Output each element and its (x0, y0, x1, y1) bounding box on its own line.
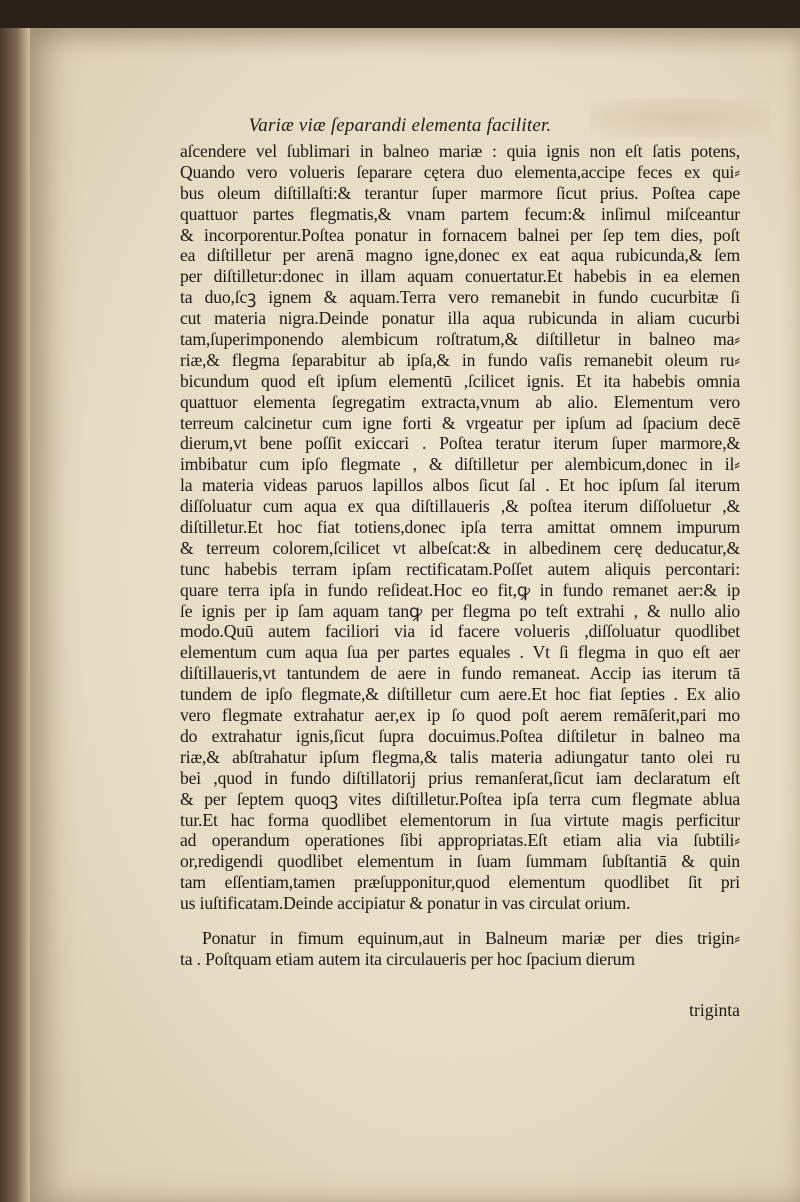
running-header: Variæ viæ ſeparandi elementa faciliter. (248, 115, 552, 136)
text-line: diſſoluatur cum aqua ex qua diſtillaueris ,& poſtea iterum diſſoluetur ,& (180, 496, 740, 517)
text-line: ſe ignis per ip ſam aquam tanꝙ per flegma po teſt extrahi , & nullo alio (180, 600, 740, 621)
text-line: Quando vero volueris ſeparare cętera duo elementa,accipe feces ex qui⸗ (180, 161, 740, 182)
text-line: & incorporentur.Poſtea ponatur in fornacem balnei per ſep tem dies, poſt (180, 224, 740, 245)
text-line: ta duo,ſcꝫ ignem & aquam.Terra vero remanebit in fundo cucurbitæ ſi (180, 287, 740, 308)
text-line: & per ſeptem quoqꝫ vites diſtilletur.Poſtea ipſa terra cum flegmate ablua (180, 788, 740, 809)
text-line: vero flegmate extrahatur aer,ex ip ſo quod poſt aerem remāſerit,pari mo (180, 705, 740, 726)
text-line: terreum calcinetur cum igne forti & vrgeatur per ipſum ad ſpacium decē (180, 412, 740, 433)
text-line: cut materia nigra.Deinde ponatur illa aqua rubicunda in aliam cucurbi (180, 308, 740, 329)
text-line: bus oleum diſtillaſti:& terantur ſuper marmore ſicut prius. Poſtea cape (180, 182, 740, 203)
page-body (180, 141, 740, 970)
text-line: riæ,& abſtrahatur ipſum flegma,& talis materia adiungatur tanto olei ru (180, 746, 740, 767)
text-line: quare terra ipſa in fundo reſideat.Hoc eo fit,ꝙ in fundo remanet aer:& ip (180, 579, 740, 600)
text-line: ad operandum operationes ſibi appropriatas.Eſt etiam alia via ſubtili⸗ (180, 830, 740, 851)
text-line: aſcendere vel ſublimari in balneo mariæ : quia ignis non eſt ſatis potens, (180, 141, 740, 161)
catchword: triginta (689, 1000, 740, 1020)
text-line: quattuor elementa ſegregatim extracta,vnum ab alio. Elementum vero (180, 391, 740, 412)
text-line: tam,ſuperimponendo alembicum roſtratum,& diſtilletur in balneo ma⸗ (180, 329, 740, 350)
text-line: quattuor partes flegmatis,& vnam partem fecum:& inſimul miſceantur (180, 203, 740, 224)
text-line: dierum,vt bene poſſit exiccari . Poſtea teratur iterum ſuper marmore,& (180, 433, 740, 454)
text-line: & terreum colorem,ſcilicet vt albeſcat:& in albedinem cerę deducatur,& (180, 537, 740, 558)
text-line: imbibatur cum ipſo flegmate , & diſtilletur per alembicum,donec in il⸗ (180, 454, 740, 475)
paragraph-2 (180, 928, 740, 970)
text-line: la materia videas paruos lapillos albos ſicut ſal . Et hoc ipſum ſal iterum (180, 475, 740, 496)
text-line: tunc habebis terram ipſam rectificatam.Poſſet autem aliquis percontari: (180, 558, 740, 579)
text-line: ea diſtilletur per arenā magno igne,donec ex eat aqua rubicunda,& ſem (180, 245, 740, 266)
text-line: or,redigendi quodlibet elementum in ſuam ſummam ſubſtantiā & quin (180, 851, 740, 872)
text-line: us iuſtificatam.Deinde accipiatur & ponatur in vas circulat orium. (180, 893, 631, 914)
text-line: bicundum quod eſt ipſum elementū ,ſcilicet ignis. Et ita habebis omnia (180, 370, 740, 391)
paragraph-gap (180, 914, 740, 928)
text-line: diſtillaueris,vt tantundem de aere in fundo remaneat. Accip ias iterum tā (180, 663, 740, 684)
text-line: tur.Et hac forma quodlibet elementorum in ſua virtute magis perficitur (180, 809, 740, 830)
text-line: tundem de ipſo flegmate,& diſtilletur cum aere.Et hoc fiat ſepties . Ex alio (180, 684, 740, 705)
text-line: elementum cum aqua ſua per partes equales . Vt ſi flegma in quo eſt aer (180, 642, 740, 663)
paragraph-1 (180, 141, 740, 914)
text-line: per diſtilletur:donec in illam aquam conuertatur.Et habebis in ea elemen (180, 266, 740, 287)
text-line: Ponatur in fimum equinum,aut in Balneum mariæ per dies trigin⸗ (202, 927, 740, 948)
text-line: diſtilletur.Et hoc fiat totiens,donec ipſa terra amittat omnem impurum (180, 517, 740, 538)
text-line: do extrahatur ignis,ſicut ſupra docuimus.Poſtea diſtiletur in balneo ma (180, 725, 740, 746)
text-line: tam eſſentiam,tamen præſupponitur,quod elementum quodlibet ſit pri (180, 872, 740, 893)
text-line: modo.Quū autem faciliori via id facere volueris ,diſſoluatur quodlibet (180, 621, 740, 642)
text-line: ta . Poſtquam etiam autem ita circulaueris per hoc ſpacium dierum (180, 948, 635, 969)
text-line: bei ,quod in fundo diſtillatorij prius remanſerat,ſicut iam declaratum eſt (180, 767, 740, 788)
text-line: riæ,& flegma ſeparabitur ab ipſa,& in fundo vaſis remanebit oleum ru⸗ (180, 349, 740, 370)
